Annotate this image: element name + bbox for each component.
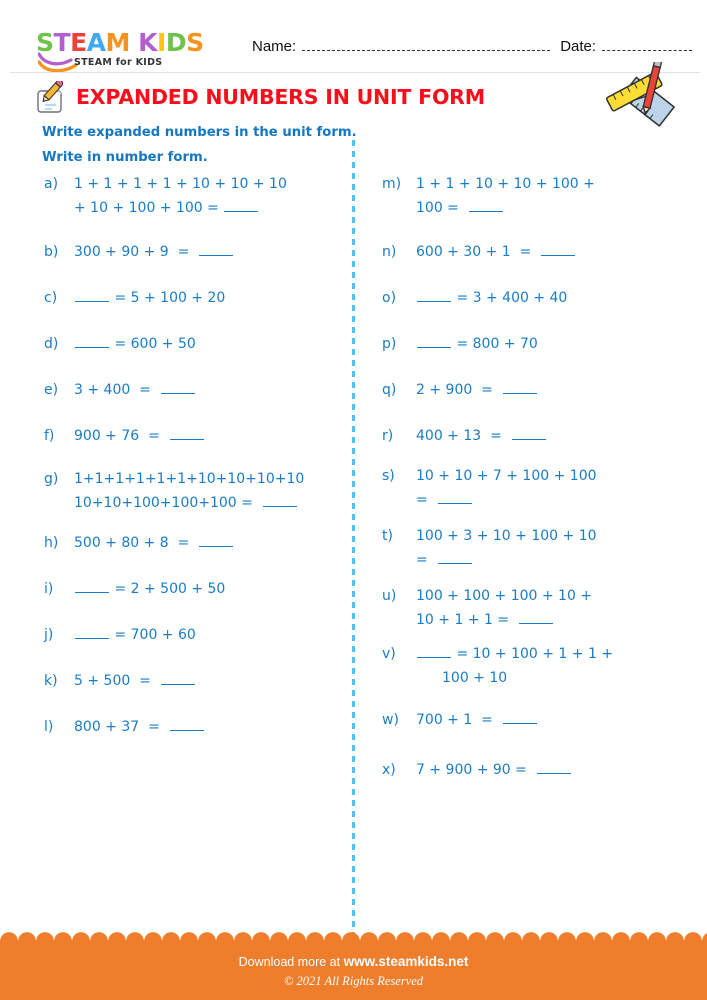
question-column-right [382,172,694,782]
answer-blank[interactable] [75,291,109,303]
question-line: 700 + 1 = [416,708,694,732]
question-body [416,758,694,782]
name-input-line[interactable] [302,38,550,51]
page-footer [0,940,707,1000]
question-label: b) [44,244,59,260]
question-body [74,172,354,220]
footer-scallop-edge [0,931,707,941]
question-label: a) [44,176,59,192]
footer-download-prefix: Download more at [238,955,344,969]
question-line: = 10 + 100 + 1 + 1 + [416,642,694,666]
answer-blank[interactable] [417,337,451,349]
question-body [416,464,694,512]
answer-blank[interactable] [537,763,571,775]
steam-kids-logo [36,30,216,72]
question-item [382,172,694,220]
question-body [74,424,354,448]
question-line: 1+1+1+1+1+1+10+10+10+10 [74,471,305,487]
question-item [44,715,354,739]
question-line: = 600 + 50 [74,332,354,356]
logo-swoosh-icon [38,50,78,72]
question-item [382,524,694,572]
logo-letter-2: E [70,28,87,57]
question-label: f) [44,428,55,444]
question-line: = 2 + 500 + 50 [74,577,354,601]
answer-blank[interactable] [438,493,472,505]
question-line: 7 + 900 + 90 = [416,758,694,782]
answer-blank[interactable] [199,536,233,548]
instruction-line-1: Write expanded numbers in the unit form. [42,125,357,140]
question-item [382,240,694,264]
question-item [44,577,354,601]
answer-blank[interactable] [161,674,195,686]
answer-blank[interactable] [503,383,537,395]
question-item [382,286,694,310]
question-body [74,715,354,739]
question-label: n) [382,244,397,260]
question-label: t) [382,528,393,544]
question-label: g) [44,471,59,487]
notepad-pencil-icon [32,81,68,117]
question-label: i) [44,581,54,597]
question-item [44,467,354,515]
footer-copyright: © 2021 All Rights Reserved [283,974,424,988]
question-label: c) [44,290,58,306]
question-line: 900 + 76 = [74,424,354,448]
question-body [416,172,694,220]
question-line: 500 + 80 + 8 = [74,531,354,555]
answer-blank[interactable] [224,201,258,213]
question-body [416,642,694,690]
question-column-left [44,172,354,739]
question-label: k) [44,673,58,689]
title-row [0,80,707,120]
question-label: o) [382,290,397,306]
question-item [382,332,694,356]
question-item [382,708,694,732]
question-line: 1 + 1 + 10 + 10 + 100 + [416,176,595,192]
question-line: 3 + 400 = [74,378,354,402]
answer-blank[interactable] [263,496,297,508]
question-label: r) [382,428,394,444]
question-body [416,708,694,732]
instructions-block [42,120,462,170]
logo-letter-1: T [53,28,71,57]
question-item [44,669,354,693]
question-line: 10 + 10 + 7 + 100 + 100 [416,468,597,484]
question-body [74,623,354,647]
question-item [44,378,354,402]
footer-website-link[interactable]: www.steamkids.net [343,954,469,969]
answer-blank[interactable] [75,582,109,594]
answer-blank[interactable] [519,613,553,625]
logo-letter-0: S [36,28,54,57]
question-line: 2 + 900 = [416,378,694,402]
question-label: e) [44,382,59,398]
question-line: + 10 + 100 + 100 = [74,196,354,220]
question-label: x) [382,762,396,778]
date-label: Date: [560,38,597,55]
question-line: 100 + 100 + 100 + 10 + [416,588,593,604]
question-label: h) [44,535,59,551]
question-line: = 3 + 400 + 40 [416,286,694,310]
question-label: v) [382,646,396,662]
question-line: = 700 + 60 [74,623,354,647]
answer-blank[interactable] [469,201,503,213]
answer-blank[interactable] [199,245,233,257]
question-line: = 5 + 100 + 20 [74,286,354,310]
logo-letter-6: K [138,28,157,57]
answer-blank[interactable] [75,337,109,349]
question-body [416,240,694,264]
question-item [44,623,354,647]
question-line: 10 + 1 + 1 = [416,608,694,632]
answer-blank[interactable] [161,383,195,395]
question-item [44,424,354,448]
question-line: = [416,488,694,512]
answer-blank[interactable] [75,628,109,640]
question-item [44,172,354,220]
question-label: u) [382,588,397,604]
question-label: d) [44,336,59,352]
question-body [74,378,354,402]
logo-letter-4: M [105,28,130,57]
question-label: p) [382,336,397,352]
question-item [382,464,694,512]
question-item [382,758,694,782]
question-item [44,332,354,356]
question-item [382,642,694,690]
answer-blank[interactable] [512,429,546,441]
instruction-line-2: Write in number form. [42,150,208,165]
question-item [44,531,354,555]
question-body [416,424,694,448]
answer-blank[interactable] [170,720,204,732]
question-line: 400 + 13 = [416,424,694,448]
answer-blank[interactable] [438,553,472,565]
question-body [74,286,354,310]
question-body [416,524,694,572]
page-title: EXPANDED NUMBERS IN UNIT FORM [76,85,485,109]
answer-blank[interactable] [417,647,451,659]
logo-letter-9: S [186,28,204,57]
question-label: j) [44,627,54,643]
question-body [74,240,354,264]
question-body [74,531,354,555]
question-label: s) [382,468,395,484]
question-item [382,584,694,632]
question-body [416,286,694,310]
question-line: 100 + 10 [442,670,508,686]
question-label: q) [382,382,397,398]
question-item [382,424,694,448]
question-label: w) [382,712,399,728]
question-line: 100 + 3 + 10 + 100 + 10 [416,528,597,544]
question-body [416,584,694,632]
question-item [44,240,354,264]
question-body [74,332,354,356]
logo-letter-5 [130,30,138,55]
question-label: l) [44,719,54,735]
question-line: = [416,548,694,572]
ruler-pencil-triangle-icon [593,62,689,130]
name-label: Name: [252,38,297,55]
logo-letter-3: A [86,28,106,57]
logo-letter-7: I [157,28,166,57]
question-line: 100 = [416,196,694,220]
question-line: 600 + 30 + 1 = [416,240,694,264]
date-input-line[interactable] [602,38,692,51]
logo-letter-8: D [165,28,187,57]
question-line: 300 + 90 + 9 = [74,240,354,264]
question-item [382,378,694,402]
name-date-row [252,38,692,62]
logo-tagline: STEAM for KIDS [74,57,163,68]
question-body [416,378,694,402]
question-label: m) [382,176,402,192]
question-line: 10+10+100+100+100 = [74,491,354,515]
footer-download-text [0,954,707,969]
question-body [74,467,354,515]
question-line: 5 + 500 = [74,669,354,693]
question-body [74,577,354,601]
question-item [44,286,354,310]
question-body [416,332,694,356]
question-body [74,669,354,693]
question-line: = 800 + 70 [416,332,694,356]
answer-blank[interactable] [170,429,204,441]
answer-blank[interactable] [417,291,451,303]
question-line: 1 + 1 + 1 + 1 + 10 + 10 + 10 [74,176,287,192]
answer-blank[interactable] [541,245,575,257]
answer-blank[interactable] [503,713,537,725]
question-line: 800 + 37 = [74,715,354,739]
